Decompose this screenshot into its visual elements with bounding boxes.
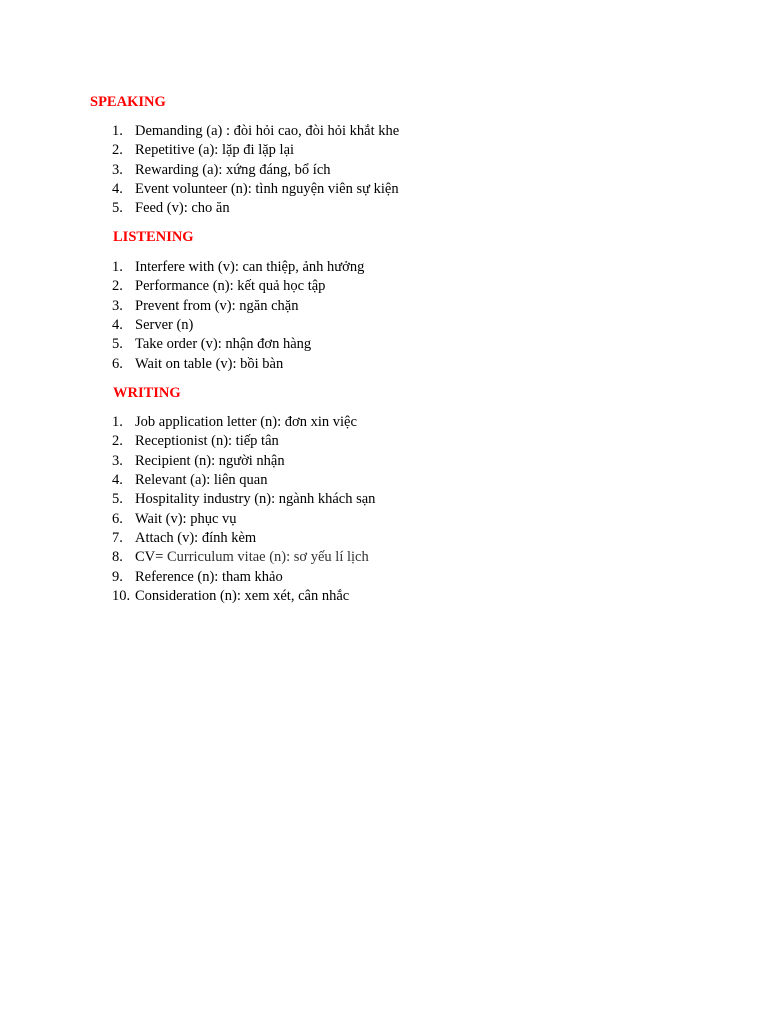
item-number: 8. (112, 549, 123, 566)
item-text: Server (n) (135, 317, 194, 334)
list-item (112, 258, 364, 277)
list-item (112, 297, 364, 316)
item-number: 3. (112, 297, 123, 314)
list-item (112, 199, 399, 218)
listening-list (112, 258, 364, 374)
list-item (112, 587, 375, 606)
item-number: 2. (112, 278, 123, 295)
item-text: Relevant (a): liên quan (135, 472, 268, 489)
item-text: Feed (v): cho ăn (135, 200, 230, 217)
item-number: 5. (112, 200, 123, 217)
list-item (112, 452, 375, 471)
item-text: Interfere with (v): can thiệp, ảnh hưởng (135, 259, 365, 275)
list-item (112, 548, 375, 567)
speaking-list (112, 122, 399, 219)
item-number: 10. (112, 588, 131, 605)
listening-heading: LISTENING (113, 229, 194, 245)
item-number: 1. (112, 259, 123, 275)
item-number: 6. (112, 510, 123, 527)
item-subtext: Curriculum vitae (n): sơ yếu lí lịch (166, 549, 369, 566)
list-item (112, 277, 364, 296)
writing-list (112, 413, 375, 606)
item-number: 6. (112, 355, 123, 372)
item-number: 3. (112, 161, 123, 178)
item-number: 1. (112, 414, 123, 430)
list-item (112, 180, 399, 199)
item-number: 9. (112, 568, 123, 585)
item-number: 1. (112, 123, 123, 139)
item-text: Demanding (a) : đòi hỏi cao, đòi hỏi khắt khe (135, 123, 400, 139)
item-text: Take order (v): nhận đơn hàng (135, 336, 312, 353)
item-text: Performance (n): kết quả học tập (135, 278, 326, 295)
list-item (112, 335, 364, 354)
item-text: Job application letter (n): đơn xin việc (135, 414, 357, 430)
item-number: 2. (112, 433, 123, 450)
item-text: Rewarding (a): xứng đáng, bổ ích (135, 161, 331, 178)
item-number: 4. (112, 472, 123, 489)
item-text: Reference (n): tham khảo (135, 568, 283, 585)
item-number: 4. (112, 181, 123, 198)
item-number: 5. (112, 336, 123, 353)
list-item (112, 413, 375, 432)
list-item (112, 141, 399, 160)
item-text: Wait (v): phục vụ (135, 510, 237, 527)
list-item (112, 122, 399, 141)
item-text: Attach (v): đính kèm (135, 530, 257, 547)
item-number: 5. (112, 491, 123, 508)
list-item (112, 529, 375, 548)
writing-heading: WRITING (113, 385, 181, 401)
item-number: 7. (112, 530, 123, 547)
item-text: Repetitive (a): lặp đi lặp lại (135, 142, 295, 159)
speaking-heading: SPEAKING (90, 94, 166, 110)
list-item (112, 510, 375, 529)
item-text: Hospitality industry (n): ngành khách sạn (135, 491, 376, 508)
item-number: 2. (112, 142, 123, 159)
list-item (112, 471, 375, 490)
item-text: Consideration (n): xem xét, cân nhắc (135, 588, 350, 605)
item-text: CV= (135, 549, 167, 566)
list-item (112, 355, 364, 374)
list-item (112, 316, 364, 335)
item-number: 4. (112, 317, 123, 334)
item-number: 3. (112, 452, 123, 469)
item-text: Event volunteer (n): tình nguyện viên sự kiện (135, 181, 399, 198)
item-text: Prevent from (v): ngăn chặn (135, 297, 299, 314)
item-text: Recipient (n): người nhận (135, 452, 285, 469)
list-item (112, 161, 399, 180)
list-item (112, 490, 375, 509)
item-text: Receptionist (n): tiếp tân (135, 433, 279, 450)
item-text: Wait on table (v): bồi bàn (135, 355, 284, 372)
list-item (112, 432, 375, 451)
list-item (112, 568, 375, 587)
